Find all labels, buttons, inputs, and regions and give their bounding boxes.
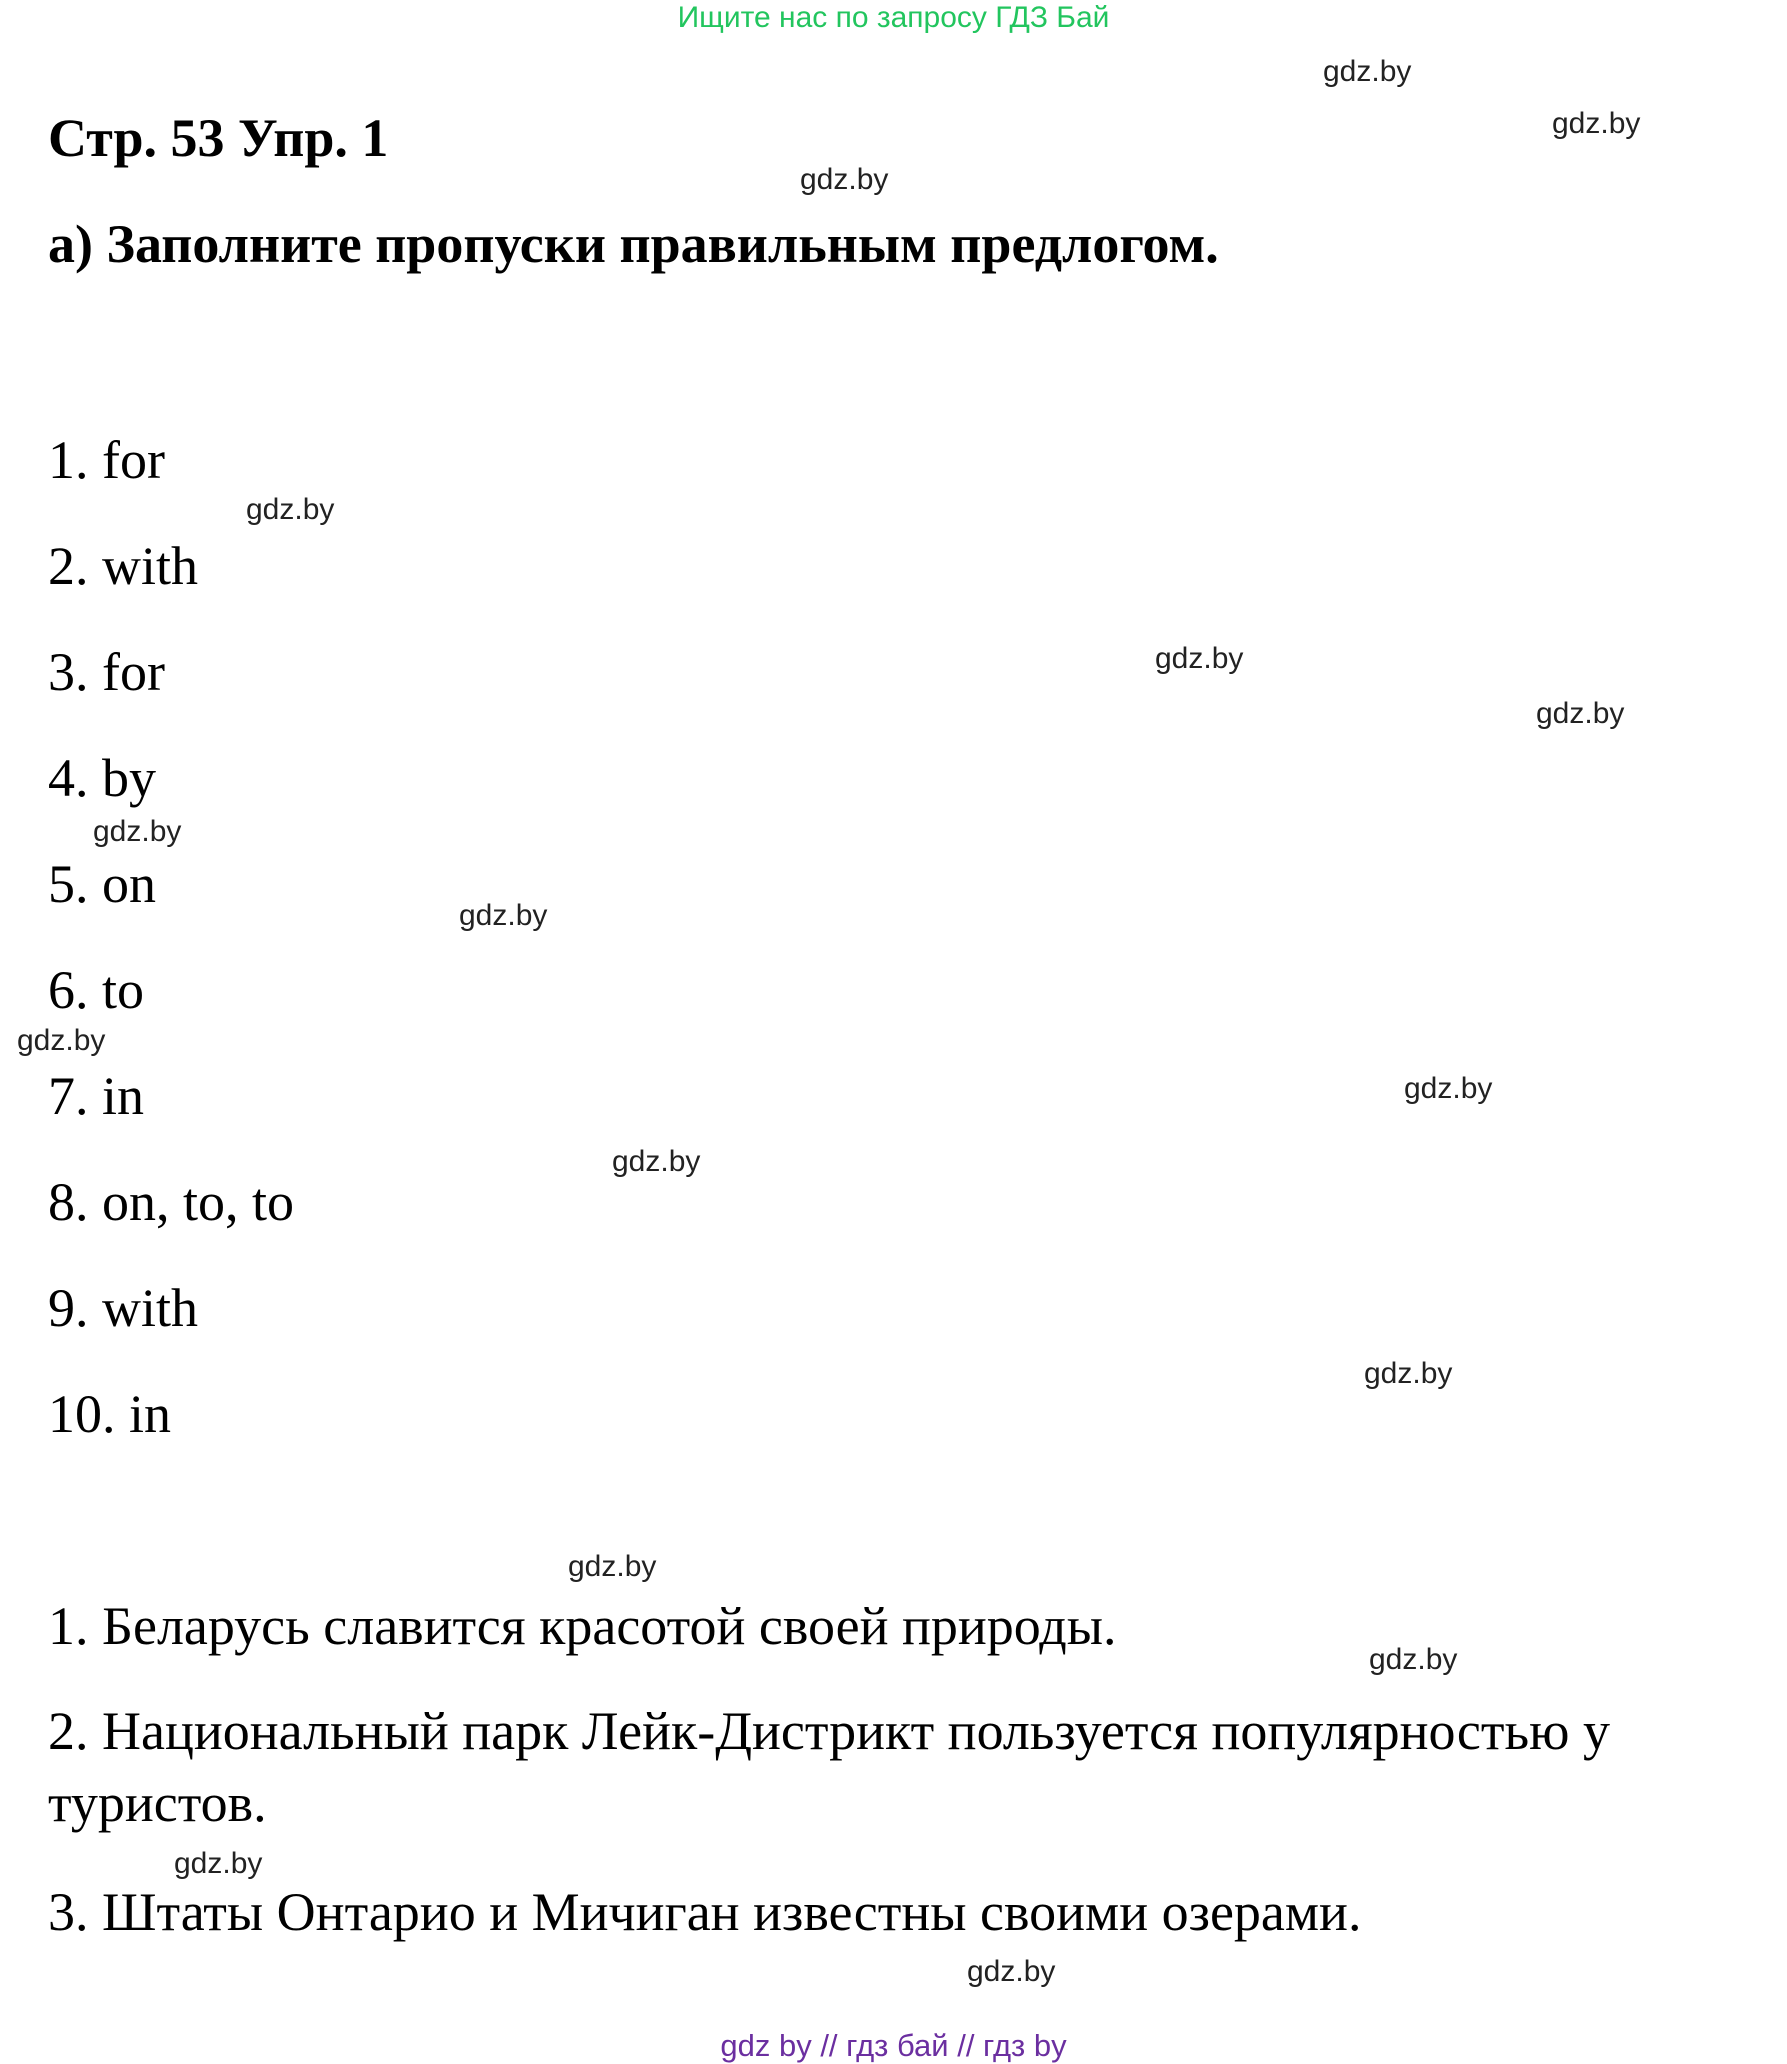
watermark: gdz.by (967, 1955, 1056, 1988)
watermark: gdz.by (800, 163, 889, 196)
watermark: gdz.by (568, 1550, 657, 1583)
page-title: Стр. 53 Упр. 1 (48, 108, 389, 168)
watermark: gdz.by (17, 1024, 106, 1057)
answer-item: 5. on (48, 854, 156, 914)
answer-item: 4. by (48, 748, 156, 808)
answer-item: 3. for (48, 642, 165, 702)
watermark: gdz.by (1404, 1072, 1493, 1105)
sentence-item: 2. Национальный парк Лейк-Дистрикт пользуется популярностью у туристов. (48, 1701, 1610, 1833)
watermark: gdz.by (93, 815, 182, 848)
footer-links[interactable]: gdz by // гдз бай // гдз by (720, 2028, 1067, 2063)
watermark: gdz.by (1552, 107, 1641, 140)
watermark: gdz.by (246, 493, 335, 526)
answer-item: 2. with (48, 536, 199, 596)
sentence-item: 3. Штаты Онтарио и Мичиган известны своими озерами. (48, 1882, 1362, 1942)
answer-item: 6. to (48, 960, 145, 1020)
watermark: gdz.by (1323, 55, 1412, 88)
answer-item: 10. in (48, 1384, 172, 1444)
watermark: gdz.by (1155, 642, 1244, 675)
exercise-instruction: a) Заполните пропуски правильным предлогом. (48, 214, 1219, 274)
answer-item: 1. for (48, 430, 165, 490)
answer-item: 7. in (48, 1066, 145, 1126)
watermark: gdz.by (1369, 1643, 1458, 1676)
watermark: gdz.by (174, 1847, 263, 1880)
answer-item: 9. with (48, 1278, 199, 1338)
watermark: gdz.by (1536, 697, 1625, 730)
answer-item: 8. on, to, to (48, 1172, 295, 1232)
watermark: gdz.by (459, 899, 548, 932)
sentence-item: 1. Беларусь славится красотой своей природы. (48, 1596, 1117, 1656)
watermark: gdz.by (612, 1145, 701, 1178)
watermark: gdz.by (1364, 1357, 1453, 1390)
top-banner[interactable]: Ищите нас по запросу ГДЗ Бай (677, 1, 1110, 34)
